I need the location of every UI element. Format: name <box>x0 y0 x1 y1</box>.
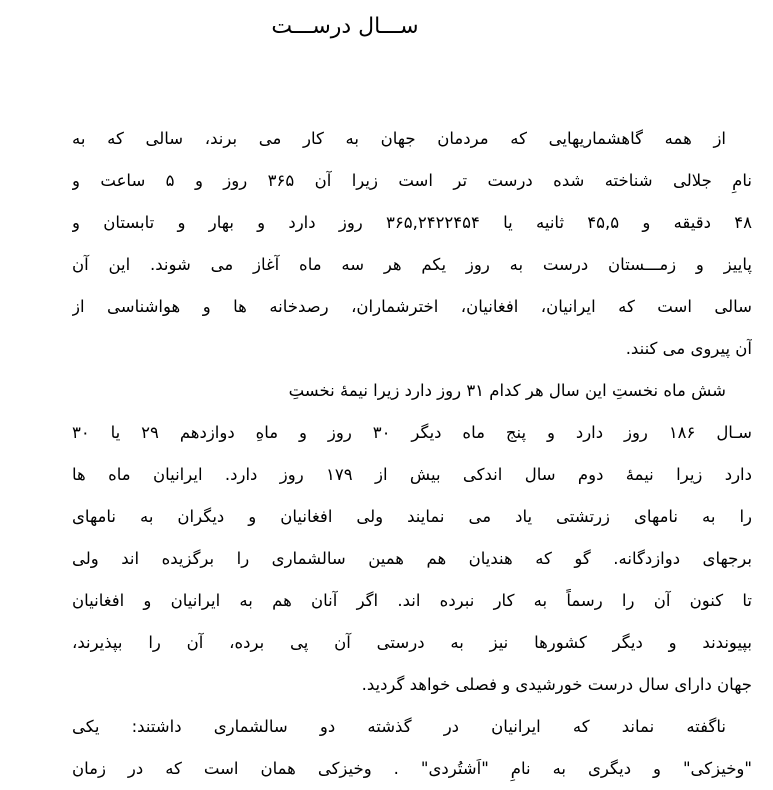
paragraph-1-line-6: آن پیروی می کنند. <box>625 339 752 358</box>
paragraph-1-line-5: سالی است که ایرانیان، افغانیان، اخترشماران، رصدخانه ها و هواشناسی از <box>72 297 752 316</box>
paragraph-2-line-6: تا کنون آن را رسماً به کار نبرده اند. اگر آنان هم به ایرانیان و افغانیان <box>72 591 752 610</box>
paragraph-3-line-2: "وخیزکی" و دیگری به نامِ "اَشتُردی" . وخیزکی همان است که در زمان <box>72 759 752 778</box>
paragraph-1-line-1: از همه گاهشماریهایی که مردمان جهان به کار می برند، سالی که به <box>72 129 726 148</box>
paragraph-2-line-1: شش ماه نخستِ این سال هر کدام ۳۱ روز دارد زیرا نیمهٔ نخستِ <box>288 381 726 400</box>
paragraph-1-line-2: نامِ جلالی شناخته شده درست تر است زیرا آن ۳۶۵ روز و ۵ ساعت و <box>72 171 752 190</box>
paragraph-2-line-4: را به نامهای زرتشتی یاد می نمایند ولی افغانیان و دیگران به نامهای <box>72 507 752 526</box>
paragraph-1-line-4: پاییز و زمـــستان درست به روز یکم هر سه ماه آغاز می شوند. این آن <box>72 255 752 274</box>
paragraph-2-line-2: سـال ۱۸۶ روز دارد و پنج ماه دیگر ۳۰ روز و ماهِ دوازدهم ۲۹ یا ۳۰ <box>72 423 752 442</box>
paragraph-2-line-7: بپیوندند و دیگر کشورها نیز به درستی آن پی برده، آن را بپذیرند، <box>72 633 752 652</box>
document-body <box>72 118 752 790</box>
paragraph-3-line-1: ناگفته نماند که ایرانیان در گذشته دو سالشماری داشتند: یکی <box>72 717 726 736</box>
paragraph-2-line-8: جهان دارای سال درست خورشیدی و فصلی خواهد گردید. <box>361 675 752 694</box>
document-title: ســـال درســـت <box>271 14 419 39</box>
paragraph-2-line-3: دارد زیرا نیمهٔ دوم سال اندکی بیش از ۱۷۹ روز دارد. ایرانیان ماه ها <box>72 465 752 484</box>
paragraph-1-line-3: ۴۸ دقیقه و ۴۵,۵ ثانیه یا ۳۶۵,۲۴۲۲۴۵۴ روز دارد و بهار و تابستان و <box>72 213 752 232</box>
paragraph-2-line-5: برجهای دوازدگانه. گو که هندیان هم همین سالشماری را برگزیده اند ولی <box>72 549 752 568</box>
